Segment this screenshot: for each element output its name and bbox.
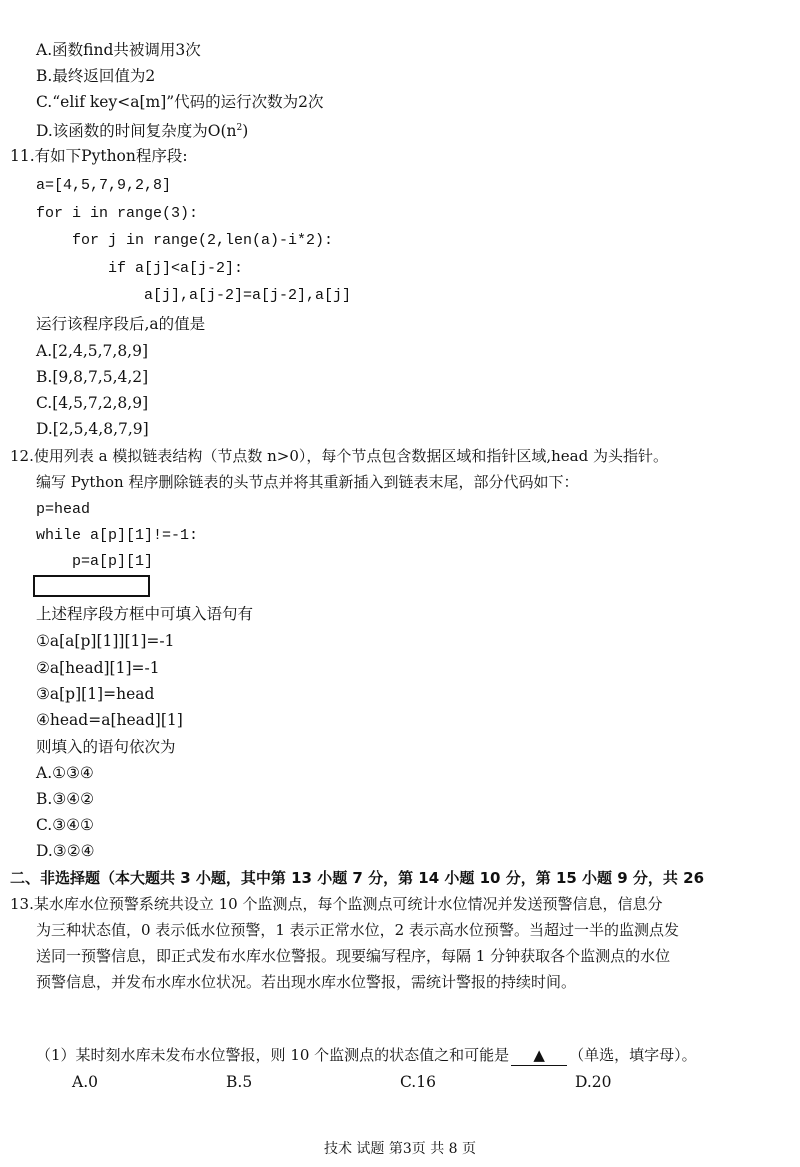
q12-statement-2: ②a[head][1]=-1 [36,659,160,677]
q12-code-line: p=a[p][1] [36,553,154,570]
q13-option-d: D.20 [575,1073,612,1091]
q11-option-b: B.[9,8,7,5,4,2] [36,368,149,386]
q13-sub1-text: （1）某时刻水库未发布水位警报，则 10 个监测点的状态值之和可能是 [36,1046,510,1064]
q11-code-line: a=[4,5,7,9,2,8] [36,177,172,194]
q11-code-line: a[j],a[j-2]=a[j-2],a[j] [36,287,352,304]
q12-option-b: B.③④② [36,790,95,808]
q13-sub1-suffix: （单选，填字母）。 [569,1046,697,1064]
q12-statement-4: ④head=a[head][1] [36,711,183,729]
q12-option-a: A.①③④ [36,764,94,782]
q11-question: 运行该程序段后,a的值是 [36,315,206,333]
q10-option-b: B.最终返回值为2 [36,67,156,85]
q10-option-c: C.“elif key<a[m]”代码的运行次数为2次 [36,93,324,111]
q11-code-line: for i in range(3): [36,205,199,222]
q11-option-c: C.[4,5,7,2,8,9] [36,394,149,412]
section-heading: 二、非选择题（本大题共 3 小题，其中第 13 小题 7 分，第 14 小题 10 分，第 15 小题 9 分，共 26 [10,869,705,887]
page-footer: 技术 试题 第3页 共 8 页 [323,1141,477,1157]
q12-question: 则填入的语句依次为 [36,738,176,756]
q12-code-line: while a[p][1]!=-1: [36,527,199,544]
q11-code-line: if a[j]<a[j-2]: [36,260,244,277]
answer-blank: ▲ [511,1045,567,1066]
q12-option-d: D.③②④ [36,842,95,860]
q13-text-line: 预警信息，并发布水库水位状况。若出现水库水位警报，需统计警报的持续时间。 [36,973,577,991]
q12-prompt: 上述程序段方框中可填入语句有 [36,605,254,623]
q13-option-c: C.16 [400,1073,436,1091]
q12-option-c: C.③④① [36,816,94,834]
q13-option-b: B.5 [226,1073,253,1091]
q13-text-line: 送同一预警信息，即正式发布水库水位警报。现要编写程序，每隔 1 分钟获取各个监测点的水位 [36,947,671,965]
q13-text-line: 为三种状态值，0 表示低水位预警，1 表示正常水位，2 表示高水位预警。当超过一半的监测点发 [36,921,679,939]
q10-option-a: A.函数find共被调用3次 [36,41,201,59]
q12-code-line: p=head [36,501,91,518]
q13-text-line: 13.某水库水位预警系统共设立 10 个监测点，每个监测点可统计水位情况并发送预警信息，信息分 [10,895,663,913]
q11-option-a: A.[2,4,5,7,8,9] [36,342,149,360]
q12-statement-1: ①a[a[p][1]][1]=-1 [36,632,175,650]
q11-option-d: D.[2,5,4,8,7,9] [36,420,149,438]
answer-box [33,575,150,597]
q12-stem-line2: 编写 Python 程序删除链表的头节点并将其重新插入到链表末尾，部分代码如下： [36,473,579,491]
q12-stem-line1: 12.使用列表 a 模拟链表结构（节点数 n>0），每个节点包含数据区域和指针区域,head 为头指针。 [10,447,668,465]
q13-subquestion-1 [36,1045,697,1066]
q10-option-d: D.该函数的时间复杂度为$O(n^2)$ [36,122,249,141]
q11-stem: 11.有如下Python程序段: [10,147,188,165]
q11-code-line: for j in range(2,len(a)-i*2): [36,232,334,249]
q12-statement-3: ③a[p][1]=head [36,685,155,703]
q13-option-a: A.0 [72,1073,98,1091]
